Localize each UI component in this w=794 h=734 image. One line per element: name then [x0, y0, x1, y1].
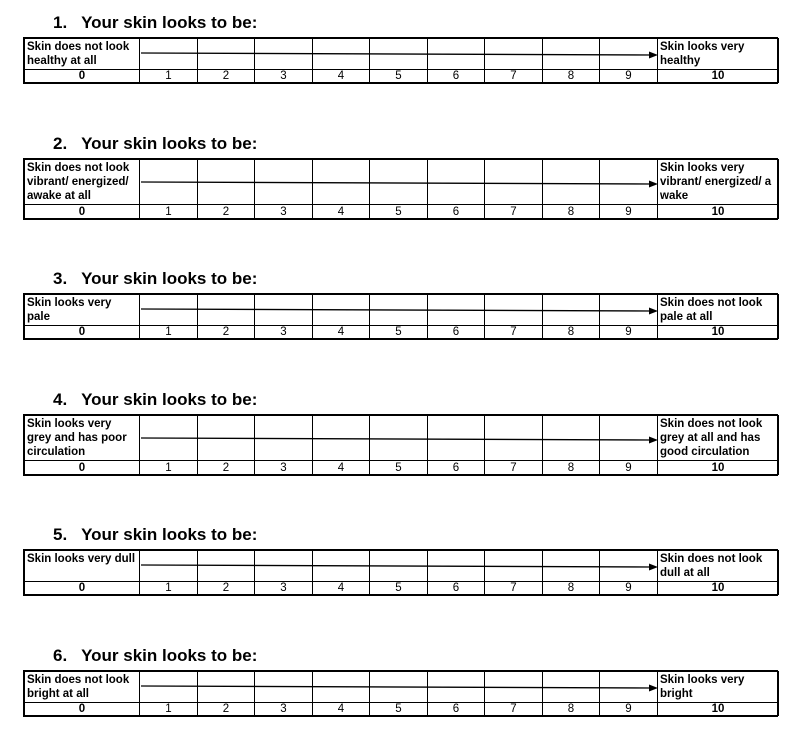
- scale-arrow: [139, 294, 659, 324]
- scale-number-1[interactable]: 1: [140, 70, 198, 83]
- scale-number-9[interactable]: 9: [600, 205, 658, 219]
- question-title: [53, 390, 257, 410]
- scale-number-6[interactable]: 6: [428, 703, 485, 716]
- scale-number-6[interactable]: 6: [428, 461, 485, 475]
- scale-number-3[interactable]: 3: [255, 326, 313, 339]
- scale-number-5[interactable]: 5: [370, 703, 428, 716]
- question-text: Your skin looks to be:: [81, 525, 258, 544]
- scale-number-0[interactable]: 0: [25, 582, 140, 595]
- scale-number-8[interactable]: 8: [543, 326, 600, 339]
- scale-number-0[interactable]: 0: [25, 703, 140, 716]
- scale-number-2[interactable]: 2: [198, 205, 255, 219]
- rating-scale: [23, 293, 778, 340]
- question-text: Your skin looks to be:: [81, 269, 258, 288]
- scale-number-5[interactable]: 5: [370, 205, 428, 219]
- arrow-head-icon: [649, 308, 658, 315]
- scale-number-8[interactable]: 8: [543, 461, 600, 475]
- scale-number-10[interactable]: 10: [658, 461, 779, 475]
- left-anchor-label: Skin looks very grey and has poor circulation: [25, 416, 140, 461]
- scale-number-3[interactable]: 3: [255, 582, 313, 595]
- scale-number-1[interactable]: 1: [140, 326, 198, 339]
- scale-number-0[interactable]: 0: [25, 205, 140, 219]
- left-anchor-label: Skin looks very dull: [25, 551, 140, 582]
- scale-number-5[interactable]: 5: [370, 70, 428, 83]
- question-title: [53, 525, 257, 545]
- scale-number-8[interactable]: 8: [543, 703, 600, 716]
- question-title: [53, 269, 257, 289]
- scale-number-1[interactable]: 1: [140, 205, 198, 219]
- scale-number-8[interactable]: 8: [543, 70, 600, 83]
- scale-arrow: [139, 550, 659, 580]
- scale-number-4[interactable]: 4: [313, 70, 370, 83]
- question-title: [53, 646, 257, 666]
- rating-scale: [23, 158, 778, 220]
- scale-number-0[interactable]: 0: [25, 461, 140, 475]
- rating-scale: [23, 549, 778, 596]
- scale-number-7[interactable]: 7: [485, 70, 543, 83]
- right-anchor-label: Skin looks very vibrant/ energized/ a wake: [658, 160, 779, 205]
- scale-number-4[interactable]: 4: [313, 703, 370, 716]
- question-title: [53, 13, 257, 33]
- left-anchor-label: Skin does not look bright at all: [25, 672, 140, 703]
- scale-number-7[interactable]: 7: [485, 326, 543, 339]
- scale-number-10[interactable]: 10: [658, 703, 779, 716]
- scale-number-3[interactable]: 3: [255, 461, 313, 475]
- scale-number-9[interactable]: 9: [600, 703, 658, 716]
- scale-number-0[interactable]: 0: [25, 326, 140, 339]
- scale-number-4[interactable]: 4: [313, 461, 370, 475]
- scale-number-9[interactable]: 9: [600, 326, 658, 339]
- rating-scale: [23, 414, 778, 476]
- question-title: [53, 134, 257, 154]
- scale-number-7[interactable]: 7: [485, 582, 543, 595]
- arrow-head-icon: [649, 685, 658, 692]
- scale-number-2[interactable]: 2: [198, 461, 255, 475]
- arrow-head-icon: [649, 52, 658, 59]
- left-anchor-label: Skin does not look vibrant/ energized/ awake at all: [25, 160, 140, 205]
- rating-scale: [23, 37, 778, 84]
- scale-number-3[interactable]: 3: [255, 205, 313, 219]
- scale-number-4[interactable]: 4: [313, 326, 370, 339]
- scale-number-1[interactable]: 1: [140, 582, 198, 595]
- scale-number-3[interactable]: 3: [255, 70, 313, 83]
- arrow-head-icon: [649, 437, 658, 444]
- question-number: 2.: [53, 134, 68, 153]
- arrow-head-icon: [649, 564, 658, 571]
- scale-number-2[interactable]: 2: [198, 326, 255, 339]
- scale-number-10[interactable]: 10: [658, 205, 779, 219]
- scale-number-7[interactable]: 7: [485, 703, 543, 716]
- right-anchor-label: Skin looks very bright: [658, 672, 779, 703]
- question-text: Your skin looks to be:: [81, 13, 258, 32]
- question-text: Your skin looks to be:: [81, 390, 258, 409]
- scale-number-10[interactable]: 10: [658, 326, 779, 339]
- scale-number-6[interactable]: 6: [428, 582, 485, 595]
- scale-number-7[interactable]: 7: [485, 461, 543, 475]
- scale-number-8[interactable]: 8: [543, 205, 600, 219]
- scale-number-4[interactable]: 4: [313, 205, 370, 219]
- right-anchor-label: Skin does not look dull at all: [658, 551, 779, 582]
- question-number: 3.: [53, 269, 68, 288]
- question-text: Your skin looks to be:: [81, 134, 258, 153]
- scale-number-8[interactable]: 8: [543, 582, 600, 595]
- scale-number-5[interactable]: 5: [370, 326, 428, 339]
- scale-arrow: [139, 671, 659, 701]
- scale-number-0[interactable]: 0: [25, 70, 140, 83]
- scale-number-3[interactable]: 3: [255, 703, 313, 716]
- scale-arrow: [139, 159, 659, 204]
- scale-number-7[interactable]: 7: [485, 205, 543, 219]
- arrow-head-icon: [649, 181, 658, 188]
- scale-number-6[interactable]: 6: [428, 205, 485, 219]
- right-anchor-label: Skin looks very healthy: [658, 39, 779, 70]
- left-anchor-label: Skin looks very pale: [25, 295, 140, 326]
- question-number: 5.: [53, 525, 68, 544]
- scale-number-9[interactable]: 9: [600, 461, 658, 475]
- scale-number-1[interactable]: 1: [140, 703, 198, 716]
- scale-number-5[interactable]: 5: [370, 461, 428, 475]
- right-anchor-label: Skin does not look pale at all: [658, 295, 779, 326]
- left-anchor-label: Skin does not look healthy at all: [25, 39, 140, 70]
- rating-scale: [23, 670, 778, 717]
- scale-number-6[interactable]: 6: [428, 326, 485, 339]
- scale-number-10[interactable]: 10: [658, 70, 779, 83]
- question-text: Your skin looks to be:: [81, 646, 258, 665]
- scale-arrow: [139, 38, 659, 68]
- scale-number-9[interactable]: 9: [600, 582, 658, 595]
- right-anchor-label: Skin does not look grey at all and has good circulation: [658, 416, 779, 461]
- scale-number-6[interactable]: 6: [428, 70, 485, 83]
- scale-number-4[interactable]: 4: [313, 582, 370, 595]
- scale-number-1[interactable]: 1: [140, 461, 198, 475]
- question-number: 6.: [53, 646, 68, 665]
- scale-number-9[interactable]: 9: [600, 70, 658, 83]
- scale-number-5[interactable]: 5: [370, 582, 428, 595]
- scale-number-10[interactable]: 10: [658, 582, 779, 595]
- question-number: 1.: [53, 13, 68, 32]
- question-number: 4.: [53, 390, 68, 409]
- scale-number-2[interactable]: 2: [198, 582, 255, 595]
- scale-number-2[interactable]: 2: [198, 70, 255, 83]
- scale-number-2[interactable]: 2: [198, 703, 255, 716]
- scale-arrow: [139, 415, 659, 460]
